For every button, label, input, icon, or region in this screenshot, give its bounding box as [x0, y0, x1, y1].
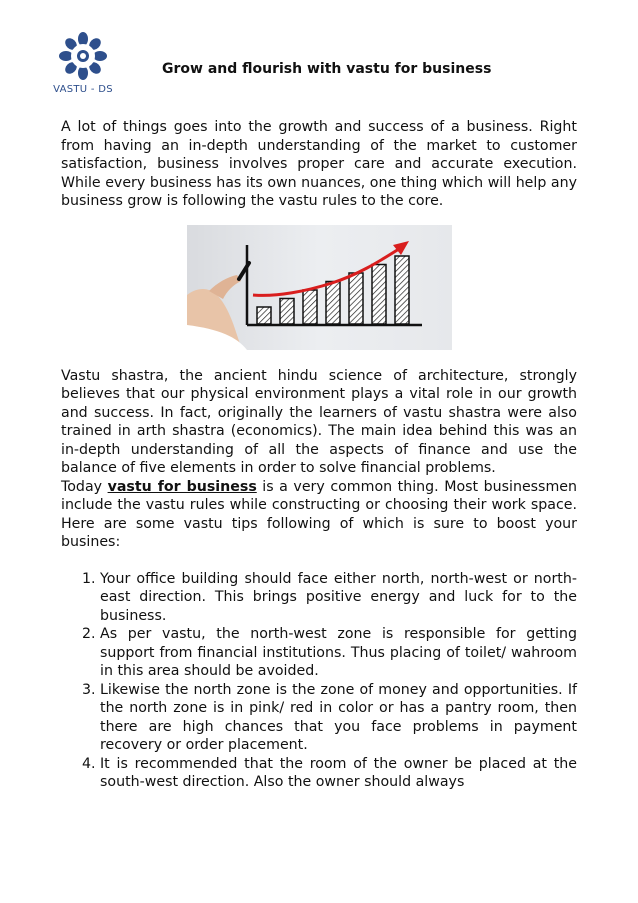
today-text-after: is a very common thing. Most businessmen include the vastu rules while constructing or choosing their work space. Here are some vastu tips following of which is sure to boost your busines:: [61, 478, 577, 550]
list-item: 1. Your office building should face either north, north-west or north-east direction. This brings positive energy and luck for to the business.: [100, 570, 577, 626]
chart-bar: [395, 256, 409, 324]
chart-bar: [303, 290, 317, 324]
chart-bar: [349, 273, 363, 324]
brand-logo: [50, 30, 116, 95]
logo-text: VASTU - DS: [53, 84, 113, 95]
list-item: 2. As per vastu, the north-west zone is responsible for getting support from financial institutions. Thus placing of toilet/ wahroom in this area should be avoided.: [100, 625, 577, 681]
vastu-shastra-paragraph: Vastu shastra, the ancient hindu science of architecture, strongly believes that our physical environment plays a vital role in our growth and success. In fact, originally the learners of vastu shastra were also trained in arth shastra (economics). The main idea behind this was an in-depth understanding of all the aspects of finance and use the balance of five elements in order to solve financial problems.: [61, 367, 577, 476]
vastu-for-business-link[interactable]: vastu for business: [107, 478, 257, 495]
today-text-before: Today: [61, 478, 108, 495]
vastu-tips-list: [61, 570, 577, 792]
hand-drawing-growth-chart: [187, 225, 452, 350]
page-title: Grow and flourish with vastu for business: [162, 61, 492, 77]
chart-bar: [326, 281, 340, 324]
chart-bar: [280, 298, 294, 324]
list-item: 3. Likewise the north zone is the zone of money and opportunities. If the north zone is in pink/ red in color or has a pantry room, then there are high chances that you face problems in payment recovery or order placement.: [100, 681, 577, 755]
document-body: [61, 118, 577, 792]
chart-bar: [257, 307, 271, 324]
today-paragraph: [61, 478, 577, 552]
intro-paragraph: A lot of things goes into the growth and success of a business. Right from having an in-depth understanding of the market to customer satisfaction, business involves proper care and accurate execution. While every business has its own nuances, one thing which will help any business grow is following the vastu rules to the core.: [61, 119, 577, 209]
chart-bar: [372, 264, 386, 324]
lotus-mandala-icon: [57, 30, 109, 82]
list-item: 4. It is recommended that the room of the owner be placed at the south-west direction. Also the owner should always: [100, 755, 577, 792]
